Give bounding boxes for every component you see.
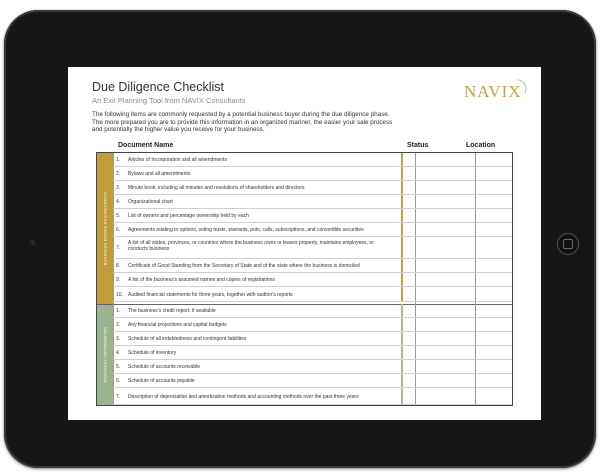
item-number: 6.: [116, 378, 121, 384]
item-number: 8.: [116, 263, 121, 269]
item-document-name: Minute book, including all minutes and resolutions of shareholders and directors: [128, 185, 305, 191]
item-document-name: Certificate of Good Standing from the Secretary of State and of the state where the business is domiciled: [128, 263, 360, 269]
item-document-name: Any financial projections and capital budgets: [128, 322, 227, 328]
checklist-table: [96, 152, 513, 406]
item-document-name: Bylaws and all amendments: [128, 171, 191, 177]
status-cell[interactable]: [401, 181, 403, 194]
intro-paragraph: [92, 111, 422, 134]
status-cell[interactable]: [401, 259, 403, 272]
item-number: 1.: [116, 308, 121, 314]
table-row: [113, 237, 512, 259]
table-row: [113, 259, 512, 273]
intro-line: The following items are commonly requested by a potential business buyer during the due diligence phase.: [92, 111, 390, 118]
item-number: 7.: [116, 394, 121, 400]
item-document-name: Articles of Incorporation and all amendments: [128, 157, 227, 163]
navix-logo: NAVIX: [464, 82, 522, 101]
column-header-status: Status: [407, 142, 429, 149]
intro-line: and potentially the higher value you receive for your business.: [92, 126, 265, 133]
table-row: [113, 153, 512, 167]
status-cell[interactable]: [401, 237, 403, 258]
item-document-name: Audited financial statements for three years, together with auditor's reports: [128, 292, 293, 298]
item-number: 6.: [116, 227, 121, 233]
table-row: [113, 273, 512, 287]
status-cell[interactable]: [401, 332, 403, 345]
table-row: [113, 318, 512, 332]
home-button-icon[interactable]: [557, 233, 579, 255]
item-document-name: Agreements relating to options, voting trusts, warrants, puts, calls, subscriptions, and convertible securities: [128, 227, 364, 233]
item-document-name: The business's credit report, if available: [128, 308, 216, 314]
page-title: Due Diligence Checklist: [92, 80, 225, 94]
item-document-name: Schedule of accounts payable: [128, 378, 195, 384]
item-document-name: Schedule of accounts receivable: [128, 364, 200, 370]
table-row: [113, 195, 512, 209]
item-document-name: Schedule of all indebtedness and contingent liabilities: [128, 336, 247, 342]
table-row: [113, 181, 512, 195]
item-document-name: A list of the business's assumed names and copies of registrations: [128, 277, 275, 283]
table-row: [113, 332, 512, 346]
item-number: 9.: [116, 277, 121, 283]
page-subtitle: An Exit Planning Tool from NAVIX Consultants: [92, 96, 246, 105]
status-cell[interactable]: [401, 223, 403, 236]
column-header-location: Location: [466, 142, 496, 149]
intro-line: The more prepared you are to provide this information in an organized manner, the easier your sale process: [92, 118, 393, 126]
item-document-name: Description of depreciation and amortization methods and accounting methods over the past three years: [128, 394, 359, 400]
section-label-business: BUSINESS BOOKS AND RECORDS: [97, 153, 113, 304]
table-row: [113, 209, 512, 223]
table-row: [113, 287, 512, 302]
item-number: 4.: [116, 199, 121, 205]
status-cell[interactable]: [401, 287, 403, 301]
camera-icon: [29, 239, 36, 246]
item-number: 2.: [116, 322, 121, 328]
status-cell[interactable]: [401, 360, 403, 373]
item-document-name: Schedule of inventory: [128, 350, 177, 356]
item-number: 7.: [116, 245, 121, 251]
status-cell[interactable]: [401, 388, 403, 404]
status-cell[interactable]: [401, 318, 403, 331]
status-cell[interactable]: [401, 209, 403, 222]
status-cell[interactable]: [401, 167, 403, 180]
item-number: 1.: [116, 157, 121, 163]
table-row: [113, 360, 512, 374]
section-label-financial: FINANCIAL INFORMATION: [97, 304, 113, 405]
status-cell[interactable]: [401, 304, 403, 317]
table-row: [113, 388, 512, 405]
table-row: [113, 346, 512, 360]
table-row: [113, 304, 512, 318]
table-row: [113, 167, 512, 181]
item-document-name: Organizational chart: [128, 199, 173, 205]
item-number: 5.: [116, 364, 121, 370]
item-number: 2.: [116, 171, 121, 177]
item-number: 3.: [116, 185, 121, 191]
status-cell[interactable]: [401, 346, 403, 359]
status-cell[interactable]: [401, 374, 403, 387]
tablet-frame: [4, 10, 596, 468]
logo-swoosh-icon: [515, 79, 528, 94]
document-page: [68, 67, 541, 420]
column-header-document-name: Document Name: [118, 142, 174, 149]
item-number: 10.: [116, 292, 123, 298]
item-number: 4.: [116, 350, 121, 356]
table-row: [113, 374, 512, 388]
status-cell[interactable]: [401, 153, 403, 166]
item-number: 5.: [116, 213, 121, 219]
item-document-name: A list of all states, provinces, or countries where the business owns or leases property, maintains employees, or conducts business: [128, 240, 374, 252]
item-number: 3.: [116, 336, 121, 342]
table-row: [113, 223, 512, 237]
item-document-name: List of owners and percentage ownership held by each: [128, 213, 249, 219]
status-cell[interactable]: [401, 195, 403, 208]
status-cell[interactable]: [401, 273, 403, 286]
